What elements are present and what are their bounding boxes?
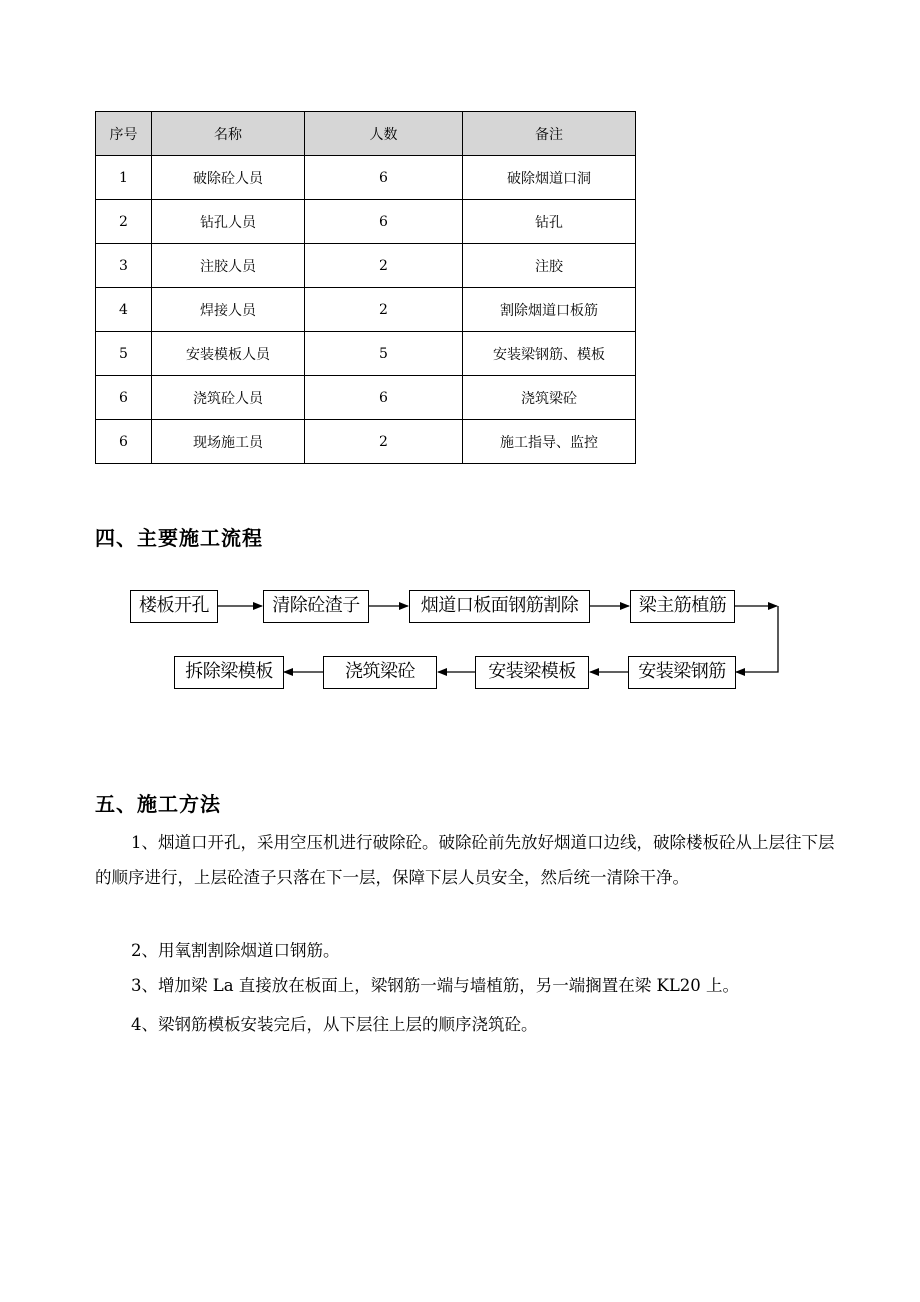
method-paragraph-4: 4、梁钢筋模板安装完后，从下层往上层的顺序浇筑砼。 [131,1015,538,1034]
cell-count: 6 [305,376,463,420]
flow-step-plant-rebar: 梁主筋植筋 [630,590,735,623]
flow-step-pour-concrete: 浇筑梁砼 [323,656,437,689]
flow-step-open-slab: 楼板开孔 [130,590,218,623]
cell-name: 现场施工员 [152,420,305,464]
flow-step-install-beam-rebar: 安装梁钢筋 [628,656,736,689]
method-paragraph-1: 1、烟道口开孔，采用空压机进行破除砼。破除砼前先放好烟道口边线，破除楼板砼从上层往下层的顺序进行，上层砼渣子只落在下一层，保障下层人员安全，然后统一清除干净。 [95,833,835,887]
method-paragraph-2: 2、用氧割割除烟道口钢筋。 [131,941,340,960]
cell-name: 安装模板人员 [152,332,305,376]
cell-note: 割除烟道口板筋 [463,288,636,332]
section-heading-method: 五、施工方法 [95,792,221,816]
flow-step-remove-formwork: 拆除梁模板 [174,656,284,689]
cell-count: 6 [305,200,463,244]
cell-index: 1 [96,156,152,200]
cell-index: 3 [96,244,152,288]
header-cell-name: 名称 [152,112,305,156]
cell-index: 5 [96,332,152,376]
cell-count: 5 [305,332,463,376]
cell-note: 浇筑梁砼 [463,376,636,420]
cell-count: 2 [305,420,463,464]
cell-count: 6 [305,156,463,200]
section-heading-process: 四、主要施工流程 [95,526,263,550]
cell-note: 安装梁钢筋、模板 [463,332,636,376]
cell-name: 钻孔人员 [152,200,305,244]
cell-name: 注胶人员 [152,244,305,288]
cell-note: 注胶 [463,244,636,288]
cell-name: 破除砼人员 [152,156,305,200]
cell-note: 钻孔 [463,200,636,244]
flow-step-clear-debris: 清除砼渣子 [263,590,369,623]
header-cell-note: 备注 [463,112,636,156]
cell-note: 施工指导、监控 [463,420,636,464]
cell-note: 破除烟道口洞 [463,156,636,200]
header-cell-count: 人数 [305,112,463,156]
header-cell-index: 序号 [96,112,152,156]
flow-step-install-formwork: 安装梁模板 [475,656,589,689]
cell-name: 焊接人员 [152,288,305,332]
cell-index: 6 [96,420,152,464]
method-paragraph-3: 3、增加梁 La 直接放在板面上，梁钢筋一端与墙植筋，另一端搁置在梁 KL20 上。 [131,976,740,995]
cell-index: 6 [96,376,152,420]
cell-count: 2 [305,244,463,288]
cell-index: 4 [96,288,152,332]
flow-arrow [736,606,778,672]
flow-step-cut-rebar: 烟道口板面钢筋割除 [409,590,590,623]
cell-name: 浇筑砼人员 [152,376,305,420]
cell-index: 2 [96,200,152,244]
cell-count: 2 [305,288,463,332]
